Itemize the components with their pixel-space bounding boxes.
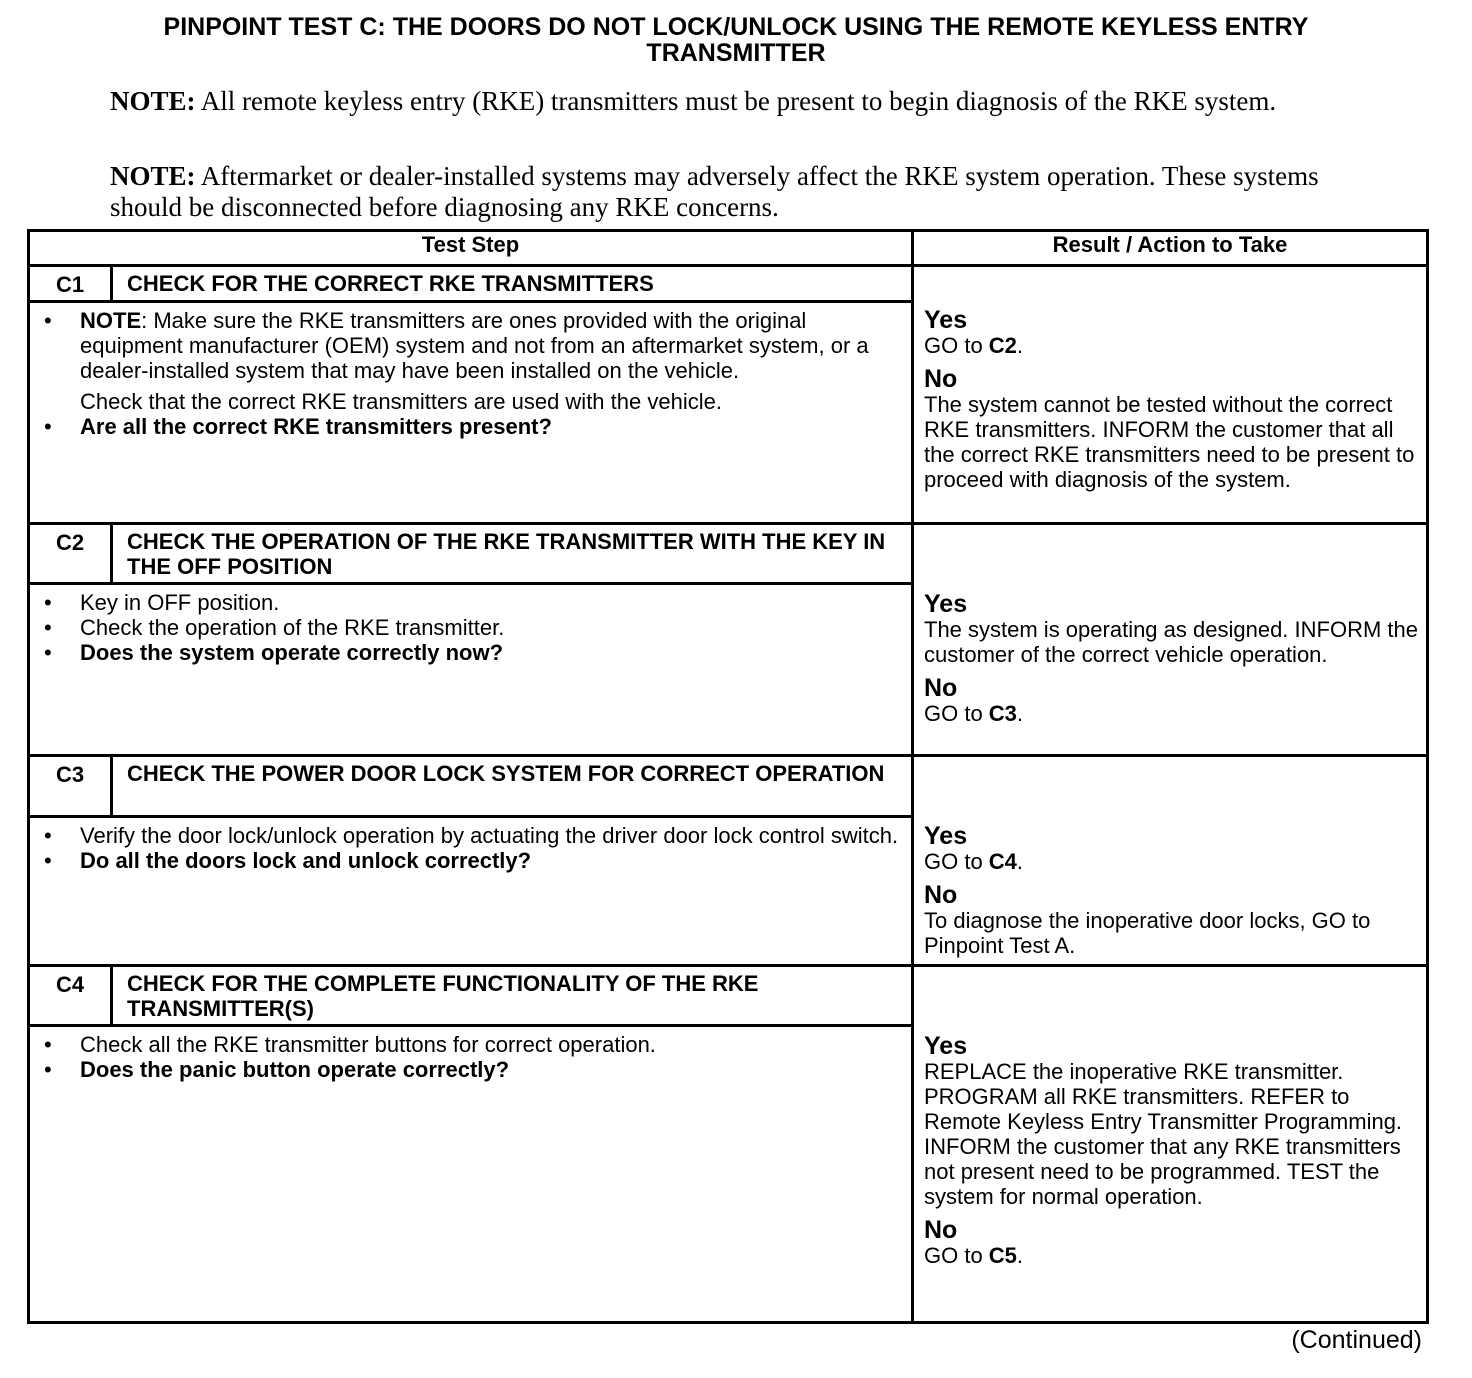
list-item <box>44 308 901 383</box>
question-text: Are all the correct RKE transmitters present? <box>80 414 552 439</box>
bullet: • <box>44 615 52 640</box>
list-item <box>44 414 901 439</box>
pinpoint-test-table <box>27 229 1429 1324</box>
yes-action: REPLACE the inoperative RKE transmitter. PROGRAM all RKE transmitters. REFER to Remote Keyless Entry Transmitter Programming. INFORM the customer that any RKE transmitters not present need to be programmed. TEST the system for normal operation. <box>924 1059 1403 1209</box>
no-label: No <box>924 365 958 393</box>
yes-label: Yes <box>924 1032 968 1060</box>
question-text: Does the system operate correctly now? <box>80 640 504 665</box>
instruction-text: : Make sure the RKE transmitters are ones provided with the original equipment manufacturer (OEM) system and not from an aftermarket system, or a dealer-installed system that may have been installed on the vehicle. <box>80 308 869 383</box>
list-item <box>44 848 901 873</box>
instruction-text: Check the operation of the RKE transmitter. <box>80 615 505 640</box>
yes-action: GO to C4. <box>924 849 1024 874</box>
step-c3-body <box>29 816 913 965</box>
note-label: NOTE <box>80 308 142 333</box>
no-action: The system cannot be tested without the correct RKE transmitters. INFORM the customer that all the correct RKE transmitters need to be present to proceed with diagnosis of the system. <box>924 392 1415 492</box>
yes-label: Yes <box>924 822 968 850</box>
bullet: • <box>44 1032 52 1057</box>
step-id: C4 <box>29 966 112 1026</box>
bullet: • <box>44 1057 52 1082</box>
list-item <box>44 1032 901 1057</box>
continued-label: (Continued) <box>1291 1326 1422 1354</box>
step-c2-body <box>29 584 913 756</box>
no-label: No <box>924 881 958 909</box>
bullet: • <box>44 822 52 848</box>
step-c3-result <box>913 756 1428 966</box>
step-c4-result <box>913 966 1428 1323</box>
instruction-text: Key in OFF position. <box>80 590 280 615</box>
list-item <box>44 640 901 665</box>
no-action: To diagnose the inoperative door locks, GO to Pinpoint Test A. <box>924 908 1371 958</box>
instruction-text: Check that the correct RKE transmitters are used with the vehicle. <box>80 389 722 414</box>
no-action: GO to C3. <box>924 701 1024 726</box>
step-reference: C5 <box>988 1243 1017 1268</box>
bullet: • <box>44 308 52 333</box>
question-text: Does the panic button operate correctly? <box>80 1057 510 1082</box>
instruction-text: Check all the RKE transmitter buttons for correct operation. <box>80 1032 656 1057</box>
result-column-header: Result / Action to Take <box>913 231 1428 266</box>
list-item <box>44 615 901 640</box>
note-text: Aftermarket or dealer-installed systems may adversely affect the RKE system operation. These systems should be disconnected before diagnosing any RKE concerns. <box>110 161 1319 222</box>
yes-label: Yes <box>924 590 968 618</box>
step-title: CHECK THE POWER DOOR LOCK SYSTEM FOR CORRECT OPERATION <box>112 756 913 817</box>
step-c1-title-row <box>29 266 1428 302</box>
step-c2-result <box>913 524 1428 756</box>
note-aftermarket-systems <box>110 161 1330 223</box>
page-title <box>0 14 1472 66</box>
step-c1-body <box>29 302 913 524</box>
list-item <box>44 823 901 848</box>
step-c4-title-row <box>29 966 1428 1026</box>
question-text: Do all the doors lock and unlock correctly? <box>80 847 532 873</box>
note-rke-transmitters <box>110 86 1330 117</box>
list-item <box>44 590 901 615</box>
no-label: No <box>924 674 958 702</box>
note-text: All remote keyless entry (RKE) transmitters must be present to begin diagnosis of the RKE system. <box>195 86 1277 116</box>
note-label: NOTE: <box>110 86 196 116</box>
step-reference: C4 <box>988 849 1017 874</box>
no-action: GO to C5. <box>924 1243 1024 1268</box>
bullet: • <box>44 414 52 439</box>
yes-label: Yes <box>924 306 968 334</box>
title-line-1: PINPOINT TEST C: THE DOORS DO NOT LOCK/UNLOCK USING THE REMOTE KEYLESS ENTRY <box>163 13 1309 41</box>
yes-action: The system is operating as designed. INFORM the customer of the correct vehicle operation. <box>924 617 1418 667</box>
step-c3-title-row <box>29 756 1428 817</box>
step-title: CHECK THE OPERATION OF THE RKE TRANSMITTER WITH THE KEY IN THE OFF POSITION <box>112 524 913 584</box>
step-c2-title-row <box>29 524 1428 584</box>
bullet: • <box>44 847 52 873</box>
step-reference: C3 <box>988 701 1017 726</box>
step-c4-body <box>29 1026 913 1323</box>
test-step-column-header: Test Step <box>29 231 913 266</box>
yes-action: GO to C2. <box>924 333 1024 358</box>
list-item <box>44 1057 901 1082</box>
title-line-2: TRANSMITTER <box>646 39 826 67</box>
step-title: CHECK FOR THE CORRECT RKE TRANSMITTERS <box>112 266 913 302</box>
step-title: CHECK FOR THE COMPLETE FUNCTIONALITY OF THE RKE TRANSMITTER(S) <box>112 966 913 1026</box>
step-reference: C2 <box>988 333 1017 358</box>
no-label: No <box>924 1216 958 1244</box>
table-header-row <box>29 231 1428 266</box>
step-id: C2 <box>29 524 112 584</box>
step-id: C3 <box>29 756 112 817</box>
step-id: C1 <box>29 266 112 302</box>
bullet: • <box>44 640 52 665</box>
instruction-text: Verify the door lock/unlock operation by actuating the driver door lock control switch. <box>80 822 899 848</box>
step-c1-result <box>913 266 1428 524</box>
bullet: • <box>44 590 52 615</box>
note-label: NOTE: <box>110 161 196 191</box>
